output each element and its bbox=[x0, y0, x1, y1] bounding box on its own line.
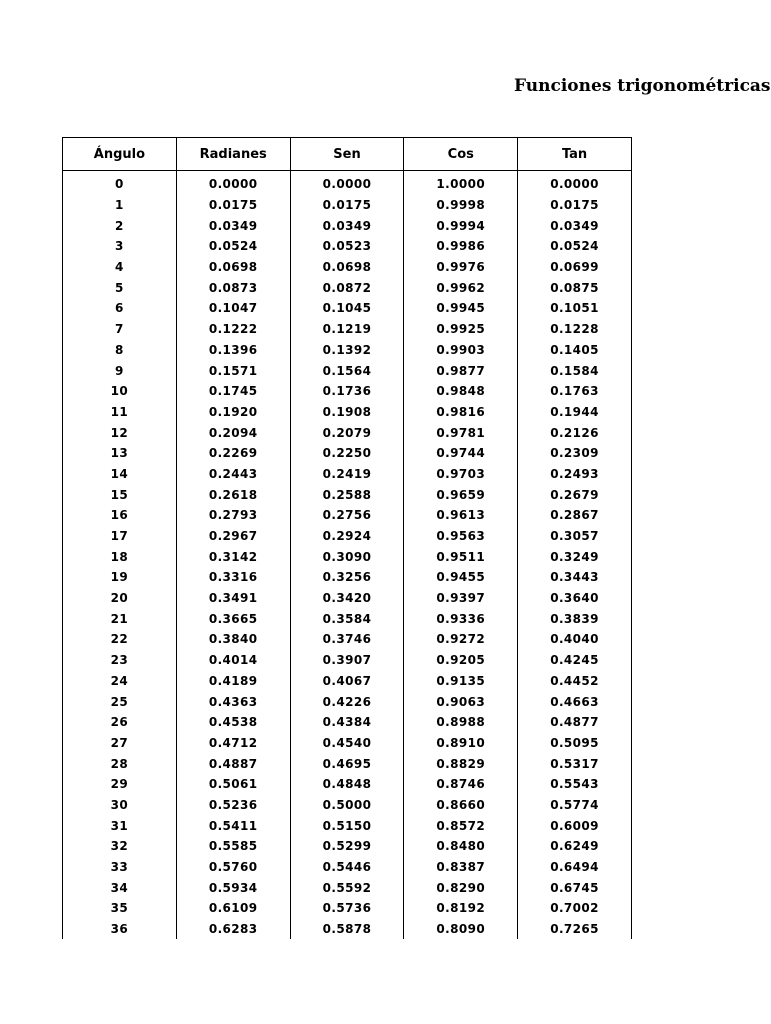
cell-angle: 15 bbox=[63, 484, 177, 505]
table-row bbox=[63, 774, 632, 795]
cell-angle: 24 bbox=[63, 671, 177, 692]
cell-cos: 0.8988 bbox=[404, 712, 518, 733]
cell-cos: 0.8090 bbox=[404, 919, 518, 940]
cell-sin: 0.2419 bbox=[290, 464, 404, 485]
cell-radians: 0.0349 bbox=[176, 215, 290, 236]
cell-radians: 0.0873 bbox=[176, 277, 290, 298]
cell-sin: 0.4384 bbox=[290, 712, 404, 733]
cell-tan: 0.5317 bbox=[518, 753, 632, 774]
table-row bbox=[63, 650, 632, 671]
table-row bbox=[63, 298, 632, 319]
cell-angle: 33 bbox=[63, 857, 177, 878]
table-row bbox=[63, 381, 632, 402]
cell-cos: 0.9455 bbox=[404, 567, 518, 588]
cell-tan: 0.1584 bbox=[518, 360, 632, 381]
cell-angle: 28 bbox=[63, 753, 177, 774]
table-row bbox=[63, 422, 632, 443]
cell-sin: 0.0872 bbox=[290, 277, 404, 298]
table-row bbox=[63, 815, 632, 836]
table-body bbox=[63, 171, 632, 940]
cell-tan: 0.3443 bbox=[518, 567, 632, 588]
cell-sin: 0.2924 bbox=[290, 526, 404, 547]
table-row bbox=[63, 753, 632, 774]
table-row bbox=[63, 877, 632, 898]
cell-radians: 0.1222 bbox=[176, 319, 290, 340]
table-row bbox=[63, 836, 632, 857]
cell-angle: 19 bbox=[63, 567, 177, 588]
cell-radians: 0.6283 bbox=[176, 919, 290, 940]
cell-angle: 35 bbox=[63, 898, 177, 919]
cell-radians: 0.5411 bbox=[176, 815, 290, 836]
cell-cos: 0.8480 bbox=[404, 836, 518, 857]
cell-sin: 0.4848 bbox=[290, 774, 404, 795]
cell-sin: 0.4540 bbox=[290, 733, 404, 754]
table-row bbox=[63, 898, 632, 919]
table-row bbox=[63, 402, 632, 423]
cell-cos: 0.9272 bbox=[404, 629, 518, 650]
cell-angle: 9 bbox=[63, 360, 177, 381]
cell-angle: 21 bbox=[63, 608, 177, 629]
cell-sin: 0.4226 bbox=[290, 691, 404, 712]
cell-tan: 0.1228 bbox=[518, 319, 632, 340]
cell-tan: 0.0175 bbox=[518, 195, 632, 216]
cell-radians: 0.0698 bbox=[176, 257, 290, 278]
cell-cos: 0.9986 bbox=[404, 236, 518, 257]
table-row bbox=[63, 443, 632, 464]
cell-cos: 0.9744 bbox=[404, 443, 518, 464]
cell-radians: 0.2443 bbox=[176, 464, 290, 485]
cell-cos: 0.8290 bbox=[404, 877, 518, 898]
cell-cos: 0.9397 bbox=[404, 588, 518, 609]
cell-sin: 0.0523 bbox=[290, 236, 404, 257]
page-title: Funciones trigonométricas bbox=[514, 76, 771, 96]
cell-tan: 0.4877 bbox=[518, 712, 632, 733]
cell-tan: 0.2679 bbox=[518, 484, 632, 505]
cell-angle: 31 bbox=[63, 815, 177, 836]
table-row bbox=[63, 629, 632, 650]
table-row bbox=[63, 712, 632, 733]
cell-angle: 8 bbox=[63, 340, 177, 361]
cell-radians: 0.4363 bbox=[176, 691, 290, 712]
cell-tan: 0.4452 bbox=[518, 671, 632, 692]
cell-sin: 0.5446 bbox=[290, 857, 404, 878]
header-tan: Tan bbox=[518, 138, 632, 171]
cell-angle: 27 bbox=[63, 733, 177, 754]
cell-radians: 0.1571 bbox=[176, 360, 290, 381]
cell-radians: 0.3142 bbox=[176, 546, 290, 567]
cell-tan: 0.1944 bbox=[518, 402, 632, 423]
cell-tan: 0.3057 bbox=[518, 526, 632, 547]
cell-tan: 0.6745 bbox=[518, 877, 632, 898]
cell-cos: 0.9925 bbox=[404, 319, 518, 340]
trig-table bbox=[62, 137, 632, 939]
cell-angle: 0 bbox=[63, 171, 177, 195]
cell-cos: 0.9945 bbox=[404, 298, 518, 319]
cell-angle: 17 bbox=[63, 526, 177, 547]
table-row bbox=[63, 526, 632, 547]
table-row bbox=[63, 277, 632, 298]
cell-sin: 0.3420 bbox=[290, 588, 404, 609]
table-row bbox=[63, 919, 632, 940]
table-row bbox=[63, 340, 632, 361]
cell-radians: 0.4538 bbox=[176, 712, 290, 733]
cell-sin: 0.3584 bbox=[290, 608, 404, 629]
cell-tan: 0.4245 bbox=[518, 650, 632, 671]
cell-radians: 0.4014 bbox=[176, 650, 290, 671]
cell-sin: 0.0349 bbox=[290, 215, 404, 236]
cell-angle: 12 bbox=[63, 422, 177, 443]
cell-tan: 0.7002 bbox=[518, 898, 632, 919]
cell-cos: 0.8829 bbox=[404, 753, 518, 774]
cell-radians: 0.2618 bbox=[176, 484, 290, 505]
cell-angle: 36 bbox=[63, 919, 177, 940]
header-radianes: Radianes bbox=[176, 138, 290, 171]
cell-sin: 0.2756 bbox=[290, 505, 404, 526]
cell-sin: 0.0698 bbox=[290, 257, 404, 278]
cell-radians: 0.0175 bbox=[176, 195, 290, 216]
cell-sin: 0.1045 bbox=[290, 298, 404, 319]
cell-tan: 0.6009 bbox=[518, 815, 632, 836]
cell-tan: 0.5774 bbox=[518, 795, 632, 816]
cell-cos: 0.9135 bbox=[404, 671, 518, 692]
table-row bbox=[63, 360, 632, 381]
cell-sin: 0.3907 bbox=[290, 650, 404, 671]
cell-angle: 13 bbox=[63, 443, 177, 464]
table-row bbox=[63, 546, 632, 567]
table-row bbox=[63, 671, 632, 692]
cell-cos: 0.9998 bbox=[404, 195, 518, 216]
cell-radians: 0.3491 bbox=[176, 588, 290, 609]
cell-sin: 0.4067 bbox=[290, 671, 404, 692]
cell-tan: 0.0349 bbox=[518, 215, 632, 236]
cell-sin: 0.5736 bbox=[290, 898, 404, 919]
cell-radians: 0.4189 bbox=[176, 671, 290, 692]
cell-radians: 0.0524 bbox=[176, 236, 290, 257]
cell-radians: 0.4887 bbox=[176, 753, 290, 774]
cell-tan: 0.0000 bbox=[518, 171, 632, 195]
trig-table-container bbox=[62, 137, 631, 935]
table-row bbox=[63, 608, 632, 629]
cell-angle: 3 bbox=[63, 236, 177, 257]
cell-tan: 0.0699 bbox=[518, 257, 632, 278]
cell-angle: 1 bbox=[63, 195, 177, 216]
cell-sin: 0.2079 bbox=[290, 422, 404, 443]
cell-sin: 0.3256 bbox=[290, 567, 404, 588]
cell-sin: 0.1392 bbox=[290, 340, 404, 361]
cell-cos: 0.8387 bbox=[404, 857, 518, 878]
cell-radians: 0.2967 bbox=[176, 526, 290, 547]
table-row bbox=[63, 195, 632, 216]
header-angulo: Ángulo bbox=[63, 138, 177, 171]
cell-cos: 0.9613 bbox=[404, 505, 518, 526]
cell-angle: 7 bbox=[63, 319, 177, 340]
cell-radians: 0.2269 bbox=[176, 443, 290, 464]
cell-angle: 29 bbox=[63, 774, 177, 795]
cell-sin: 0.5299 bbox=[290, 836, 404, 857]
cell-sin: 0.1564 bbox=[290, 360, 404, 381]
cell-cos: 0.8910 bbox=[404, 733, 518, 754]
cell-tan: 0.1051 bbox=[518, 298, 632, 319]
cell-radians: 0.0000 bbox=[176, 171, 290, 195]
cell-sin: 0.5592 bbox=[290, 877, 404, 898]
cell-angle: 25 bbox=[63, 691, 177, 712]
table-row bbox=[63, 857, 632, 878]
cell-tan: 0.0524 bbox=[518, 236, 632, 257]
cell-tan: 0.3249 bbox=[518, 546, 632, 567]
cell-radians: 0.4712 bbox=[176, 733, 290, 754]
cell-cos: 0.9659 bbox=[404, 484, 518, 505]
cell-sin: 0.3746 bbox=[290, 629, 404, 650]
cell-sin: 0.5000 bbox=[290, 795, 404, 816]
cell-tan: 0.2309 bbox=[518, 443, 632, 464]
header-row bbox=[63, 138, 632, 171]
cell-tan: 0.3839 bbox=[518, 608, 632, 629]
table-row bbox=[63, 236, 632, 257]
cell-tan: 0.1763 bbox=[518, 381, 632, 402]
cell-cos: 0.9994 bbox=[404, 215, 518, 236]
table-row bbox=[63, 505, 632, 526]
cell-sin: 0.1219 bbox=[290, 319, 404, 340]
cell-tan: 0.2493 bbox=[518, 464, 632, 485]
cell-radians: 0.5061 bbox=[176, 774, 290, 795]
cell-sin: 0.2250 bbox=[290, 443, 404, 464]
cell-cos: 0.9781 bbox=[404, 422, 518, 443]
cell-angle: 18 bbox=[63, 546, 177, 567]
title-container bbox=[514, 72, 771, 102]
table-row bbox=[63, 215, 632, 236]
cell-sin: 0.0000 bbox=[290, 171, 404, 195]
cell-cos: 0.9563 bbox=[404, 526, 518, 547]
cell-cos: 1.0000 bbox=[404, 171, 518, 195]
cell-radians: 0.1396 bbox=[176, 340, 290, 361]
cell-angle: 23 bbox=[63, 650, 177, 671]
cell-cos: 0.8192 bbox=[404, 898, 518, 919]
cell-cos: 0.9063 bbox=[404, 691, 518, 712]
cell-radians: 0.5760 bbox=[176, 857, 290, 878]
cell-angle: 26 bbox=[63, 712, 177, 733]
cell-radians: 0.1920 bbox=[176, 402, 290, 423]
cell-angle: 4 bbox=[63, 257, 177, 278]
cell-angle: 5 bbox=[63, 277, 177, 298]
cell-angle: 14 bbox=[63, 464, 177, 485]
table-row bbox=[63, 464, 632, 485]
cell-tan: 0.5095 bbox=[518, 733, 632, 754]
cell-tan: 0.2867 bbox=[518, 505, 632, 526]
cell-cos: 0.9816 bbox=[404, 402, 518, 423]
cell-angle: 11 bbox=[63, 402, 177, 423]
cell-radians: 0.5585 bbox=[176, 836, 290, 857]
cell-cos: 0.9703 bbox=[404, 464, 518, 485]
table-row bbox=[63, 588, 632, 609]
cell-sin: 0.4695 bbox=[290, 753, 404, 774]
cell-tan: 0.5543 bbox=[518, 774, 632, 795]
cell-cos: 0.9205 bbox=[404, 650, 518, 671]
cell-radians: 0.1745 bbox=[176, 381, 290, 402]
cell-tan: 0.1405 bbox=[518, 340, 632, 361]
cell-cos: 0.8660 bbox=[404, 795, 518, 816]
header-cos: Cos bbox=[404, 138, 518, 171]
table-row bbox=[63, 567, 632, 588]
cell-sin: 0.5150 bbox=[290, 815, 404, 836]
cell-cos: 0.9877 bbox=[404, 360, 518, 381]
cell-angle: 30 bbox=[63, 795, 177, 816]
cell-tan: 0.6249 bbox=[518, 836, 632, 857]
cell-cos: 0.9903 bbox=[404, 340, 518, 361]
table-row bbox=[63, 484, 632, 505]
cell-angle: 22 bbox=[63, 629, 177, 650]
cell-angle: 6 bbox=[63, 298, 177, 319]
table-row bbox=[63, 733, 632, 754]
cell-cos: 0.8746 bbox=[404, 774, 518, 795]
cell-cos: 0.9848 bbox=[404, 381, 518, 402]
cell-cos: 0.9336 bbox=[404, 608, 518, 629]
cell-angle: 2 bbox=[63, 215, 177, 236]
cell-tan: 0.0875 bbox=[518, 277, 632, 298]
cell-sin: 0.2588 bbox=[290, 484, 404, 505]
table-row bbox=[63, 171, 632, 195]
cell-cos: 0.9511 bbox=[404, 546, 518, 567]
cell-angle: 16 bbox=[63, 505, 177, 526]
cell-sin: 0.1908 bbox=[290, 402, 404, 423]
cell-tan: 0.2126 bbox=[518, 422, 632, 443]
cell-cos: 0.9962 bbox=[404, 277, 518, 298]
cell-radians: 0.3665 bbox=[176, 608, 290, 629]
cell-angle: 20 bbox=[63, 588, 177, 609]
cell-radians: 0.2793 bbox=[176, 505, 290, 526]
table-row bbox=[63, 319, 632, 340]
cell-sin: 0.3090 bbox=[290, 546, 404, 567]
cell-angle: 32 bbox=[63, 836, 177, 857]
cell-radians: 0.5236 bbox=[176, 795, 290, 816]
cell-sin: 0.1736 bbox=[290, 381, 404, 402]
cell-cos: 0.9976 bbox=[404, 257, 518, 278]
table-row bbox=[63, 795, 632, 816]
cell-angle: 10 bbox=[63, 381, 177, 402]
cell-tan: 0.3640 bbox=[518, 588, 632, 609]
cell-cos: 0.8572 bbox=[404, 815, 518, 836]
cell-radians: 0.6109 bbox=[176, 898, 290, 919]
cell-radians: 0.1047 bbox=[176, 298, 290, 319]
cell-radians: 0.3840 bbox=[176, 629, 290, 650]
cell-sin: 0.5878 bbox=[290, 919, 404, 940]
header-sen: Sen bbox=[290, 138, 404, 171]
cell-angle: 34 bbox=[63, 877, 177, 898]
cell-tan: 0.4663 bbox=[518, 691, 632, 712]
cell-sin: 0.0175 bbox=[290, 195, 404, 216]
cell-tan: 0.7265 bbox=[518, 919, 632, 940]
table-row bbox=[63, 691, 632, 712]
table-row bbox=[63, 257, 632, 278]
cell-radians: 0.2094 bbox=[176, 422, 290, 443]
cell-radians: 0.3316 bbox=[176, 567, 290, 588]
cell-tan: 0.4040 bbox=[518, 629, 632, 650]
cell-radians: 0.5934 bbox=[176, 877, 290, 898]
cell-tan: 0.6494 bbox=[518, 857, 632, 878]
